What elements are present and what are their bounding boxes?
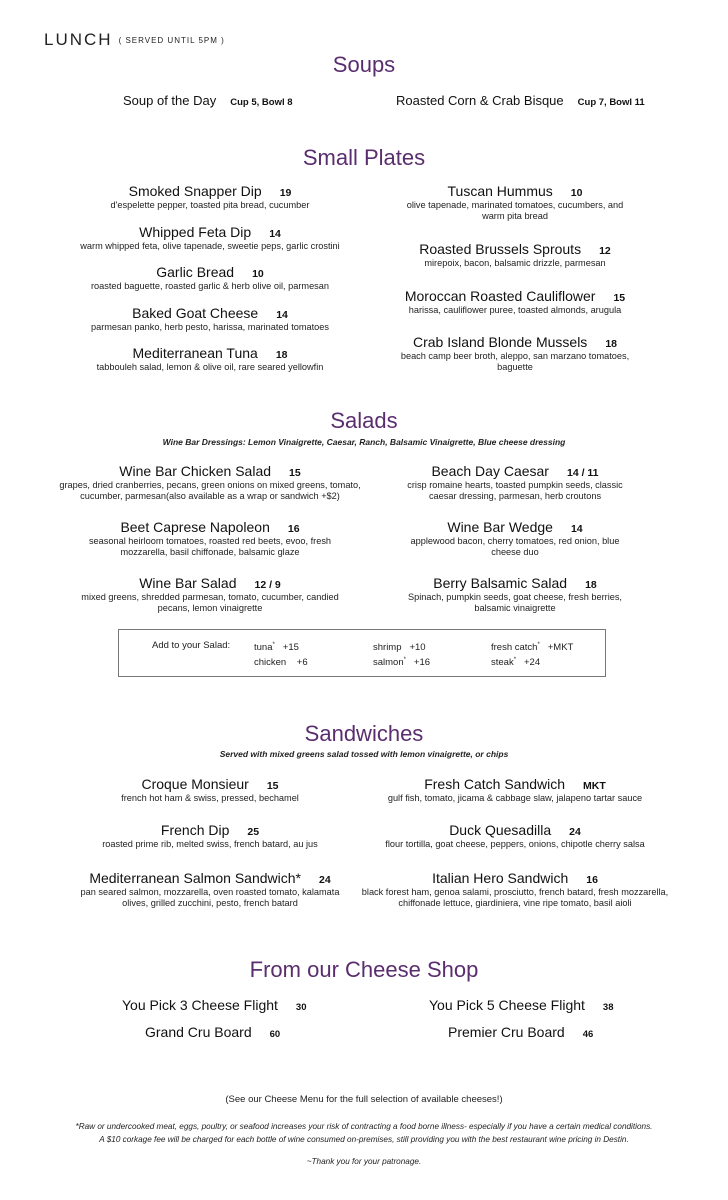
item-desc: applewood bacon, cherry tomatoes, red onion, blue cheese duo: [410, 536, 620, 557]
item-name: Mediterranean Salmon Sandwich*: [89, 870, 301, 886]
item-name: Berry Balsamic Salad: [433, 575, 568, 591]
menu-item: [350, 288, 680, 316]
item-price: 15: [289, 467, 301, 479]
item-name: Roasted Brussels Sprouts: [419, 241, 582, 257]
addon-item: salmon* +16: [373, 657, 431, 669]
salads-title: Salads: [330, 408, 398, 433]
item-price: 15: [266, 780, 279, 792]
salads-subtitle: Wine Bar Dressings: Lemon Vinaigrette, Caesar, Ranch, Balsamic Vinaigrette, Blue cheese dressing: [162, 437, 566, 447]
item-price: 12 / 9: [254, 579, 281, 591]
item-desc: roasted baguette, roasted garlic & herb olive oil, parmesan: [91, 281, 329, 291]
menu-item: [45, 870, 375, 909]
menu-item: [350, 519, 680, 558]
menu-item: [350, 575, 680, 614]
menu-item: [350, 241, 680, 269]
addon-item: steak* +24: [491, 657, 541, 669]
item-price: 14: [570, 523, 583, 535]
item-name: Crab Island Blonde Mussels: [413, 334, 588, 350]
item-name: Italian Hero Sandwich: [432, 870, 569, 886]
item-name: Croque Monsieur: [141, 776, 249, 792]
item-desc: mirepoix, bacon, balsamic drizzle, parmesan: [424, 258, 606, 268]
item-name: Smoked Snapper Dip: [128, 183, 262, 199]
addon-item: fresh catch* +MKT: [491, 642, 574, 654]
cheese-item: [448, 1024, 593, 1040]
item-price: 16: [287, 523, 300, 535]
cheese-title: From our Cheese Shop: [249, 957, 479, 982]
item-price: 19: [279, 187, 292, 199]
item-desc: mixed greens, shredded parmesan, tomato, cucumber, candied pecans, lemon vinaigrette: [81, 592, 339, 613]
item-price: 14 / 11: [566, 467, 599, 479]
soup-item: [396, 93, 645, 108]
cheese-item: [145, 1024, 280, 1040]
menu-item: [350, 463, 680, 502]
soups-title: Soups: [332, 52, 396, 77]
item-price: 46: [582, 1029, 594, 1040]
menu-item: [350, 334, 680, 373]
item-name: Wine Bar Chicken Salad: [119, 463, 272, 479]
menu-item: [45, 264, 375, 292]
item-name: Whipped Feta Dip: [139, 224, 252, 240]
item-name: Fresh Catch Sandwich: [424, 776, 566, 792]
item-desc: seasonal heirloom tomatoes, roasted red beets, evoo, fresh mozzarella, basil chiffonade, balsamic glaze: [88, 536, 332, 557]
item-desc: olive tapenade, marinated tomatoes, cucumbers, and warm pita bread: [406, 200, 624, 221]
item-name: Moroccan Roasted Cauliflower: [404, 288, 596, 304]
item-name: Beach Day Caesar: [431, 463, 549, 479]
menu-item: [45, 224, 375, 252]
item-name: Beet Caprese Napoleon: [120, 519, 270, 535]
item-price: 24: [569, 826, 581, 838]
item-price: 10: [570, 187, 583, 199]
soup-price: Cup 5, Bowl 8: [230, 97, 293, 108]
item-name: Wine Bar Salad: [139, 575, 237, 591]
item-name: Mediterranean Tuna: [132, 345, 258, 361]
addons-column: [491, 639, 573, 669]
small-plates-title: Small Plates: [302, 145, 426, 170]
menu-item: [45, 822, 375, 850]
cheese-item: [122, 997, 307, 1013]
soup-item: [123, 93, 293, 108]
item-price: 60: [269, 1029, 281, 1040]
addon-item: shrimp +10: [373, 642, 426, 654]
salad-addons-box: [118, 629, 606, 677]
raw-food-warning: *Raw or undercooked meat, eggs, poultry, or seafood increases your risk of contracting a food borne illness- especially if you have a certain medical conditions.: [75, 1122, 653, 1131]
sandwiches-subtitle: Served with mixed greens salad tossed with lemon vinaigrette, or chips: [219, 749, 509, 759]
item-price: 14: [269, 228, 281, 240]
item-price: 14: [276, 309, 288, 321]
item-name: Garlic Bread: [156, 264, 235, 280]
item-desc: harissa, cauliflower puree, toasted almonds, arugula: [408, 305, 622, 315]
item-desc: french hot ham & swiss, pressed, bechamel: [121, 793, 299, 803]
menu-item: [45, 575, 375, 614]
item-name: You Pick 5 Cheese Flight: [429, 997, 585, 1013]
menu-item: [45, 776, 375, 804]
menu-item: [350, 776, 680, 804]
menu-title: LUNCH: [44, 30, 113, 49]
corkage-note: A $10 corkage fee will be charged for each bottle of wine consumed on-premises, still providing you with the best restaurant wine pricing in Destin.: [99, 1135, 629, 1144]
served-note: ( SERVED UNTIL 5PM ): [118, 36, 225, 45]
item-desc: gulf fish, tomato, jicama & cabbage slaw, jalapeno tartar sauce: [387, 793, 643, 803]
item-name: Baked Goat Cheese: [132, 305, 259, 321]
item-price: 24: [319, 874, 331, 886]
addons-column: [373, 639, 430, 669]
item-price: 16: [586, 874, 598, 886]
thank-you-note: ~Thank you for your patronage.: [306, 1157, 422, 1166]
cheese-menu-note: (See our Cheese Menu for the full selection of available cheeses!): [225, 1094, 503, 1105]
soup-name: Roasted Corn & Crab Bisque: [396, 93, 564, 108]
item-price: 18: [605, 338, 617, 350]
item-desc: flour tortilla, goat cheese, peppers, onions, chipotle cherry salsa: [385, 839, 645, 849]
item-desc: Spinach, pumpkin seeds, goat cheese, fresh berries, balsamic vinaigrette: [408, 592, 622, 613]
item-price: 15: [613, 292, 626, 304]
item-name: Tuscan Hummus: [447, 183, 553, 199]
item-price: 38: [602, 1002, 614, 1013]
item-desc: grapes, dried cranberries, pecans, green onions on mixed greens, tomato, cucumber, parmesan(also available as a wrap or sandwich +$2): [59, 480, 361, 501]
menu-item: [45, 183, 375, 211]
item-name: Duck Quesadilla: [449, 822, 552, 838]
item-name: French Dip: [160, 822, 230, 838]
item-desc: warm whipped feta, olive tapenade, sweetie peps, garlic crostini: [80, 241, 340, 251]
item-desc: d'espelette pepper, toasted pita bread, cucumber: [110, 200, 310, 210]
item-name: Grand Cru Board: [145, 1024, 252, 1040]
menu-header: [44, 30, 225, 50]
item-price: 12: [599, 245, 611, 257]
item-price: 25: [247, 826, 260, 838]
item-price: 18: [275, 349, 288, 361]
soup-price: Cup 7, Bowl 11: [577, 97, 645, 108]
menu-item: [45, 463, 375, 502]
item-price: 18: [585, 579, 597, 591]
menu-item: [45, 519, 375, 558]
item-desc: pan seared salmon, mozzarella, oven roasted tomato, kalamata olives, grilled zucchini, pesto, french batard: [80, 887, 340, 908]
menu-item: [45, 305, 375, 333]
item-price: 30: [295, 1002, 307, 1013]
cheese-item: [429, 997, 614, 1013]
addon-item: tuna* +15: [254, 642, 299, 654]
item-desc: beach camp beer broth, aleppo, san marzano tomatoes, baguette: [400, 351, 630, 372]
item-desc: black forest ham, genoa salami, prosciutto, french batard, fresh mozzarella, chiffonade lettuce, giardiniera, vine ripe tomato, basil aioli: [361, 887, 669, 908]
item-desc: tabbouleh salad, lemon & olive oil, rare seared yellowfin: [96, 362, 324, 372]
item-desc: roasted prime rib, melted swiss, french batard, au jus: [102, 839, 318, 849]
menu-item: [350, 822, 680, 850]
menu-item: [45, 345, 375, 373]
item-name: Premier Cru Board: [448, 1024, 565, 1040]
item-name: Wine Bar Wedge: [447, 519, 553, 535]
item-desc: crisp romaine hearts, toasted pumpkin seeds, classic caesar dressing, parmesan, herb croutons: [407, 480, 623, 501]
item-desc: parmesan panko, herb pesto, harissa, marinated tomatoes: [91, 322, 329, 332]
item-price: 10: [252, 268, 264, 280]
item-price: MKT: [583, 780, 606, 792]
menu-item: [340, 870, 690, 909]
sandwiches-title: Sandwiches: [304, 721, 424, 746]
addon-item: chicken +6: [254, 657, 308, 669]
menu-item: [350, 183, 680, 222]
item-name: You Pick 3 Cheese Flight: [122, 997, 278, 1013]
addons-column: [254, 639, 308, 669]
soup-name: Soup of the Day: [123, 93, 217, 108]
addons-label: Add to your Salad:: [152, 640, 231, 651]
